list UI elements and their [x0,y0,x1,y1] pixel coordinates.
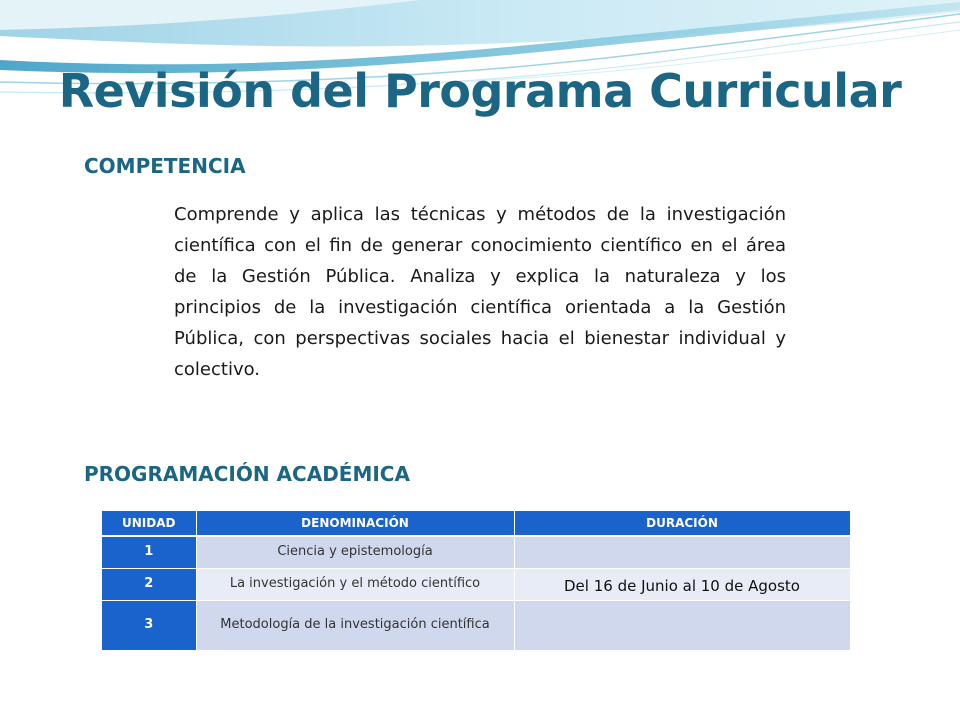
table-row [102,600,850,650]
unidad-cell: 3 [102,600,196,650]
header-unidad: UNIDAD [102,511,196,536]
duracion-cell: Del 16 de Junio al 10 de Agosto [514,568,850,600]
header-duracion: DURACIÓN [514,511,850,536]
denominacion-cell: La investigación y el método científico [196,568,514,600]
table-row [102,568,850,600]
programacion-table [102,511,851,651]
duracion-cell-empty [514,600,850,650]
unidad-cell: 2 [102,568,196,600]
unidad-cell: 1 [102,536,196,568]
table-header-row [102,511,850,536]
denominacion-cell: Ciencia y epistemología [196,536,514,568]
programacion-heading: PROGRAMACIÓN ACADÉMICA [84,462,410,486]
duracion-cell-empty [514,536,850,568]
header-denominacion: DENOMINACIÓN [196,511,514,536]
competencia-text: Comprende y aplica las técnicas y métodos de la investigación científica con el fin de generar conocimiento científico en el área de la Gestión Pública. Analiza y explica la naturaleza y los principios de la investigación científica orientada a la Gestión Pública, con perspectivas sociales hacia el bienestar individual y colectivo. [174,204,786,380]
slide-title: Revisión del Programa Curricular [58,64,902,118]
denominacion-cell: Metodología de la investigación científica [196,600,514,650]
competencia-heading: COMPETENCIA [84,154,246,178]
table-row [102,536,850,568]
